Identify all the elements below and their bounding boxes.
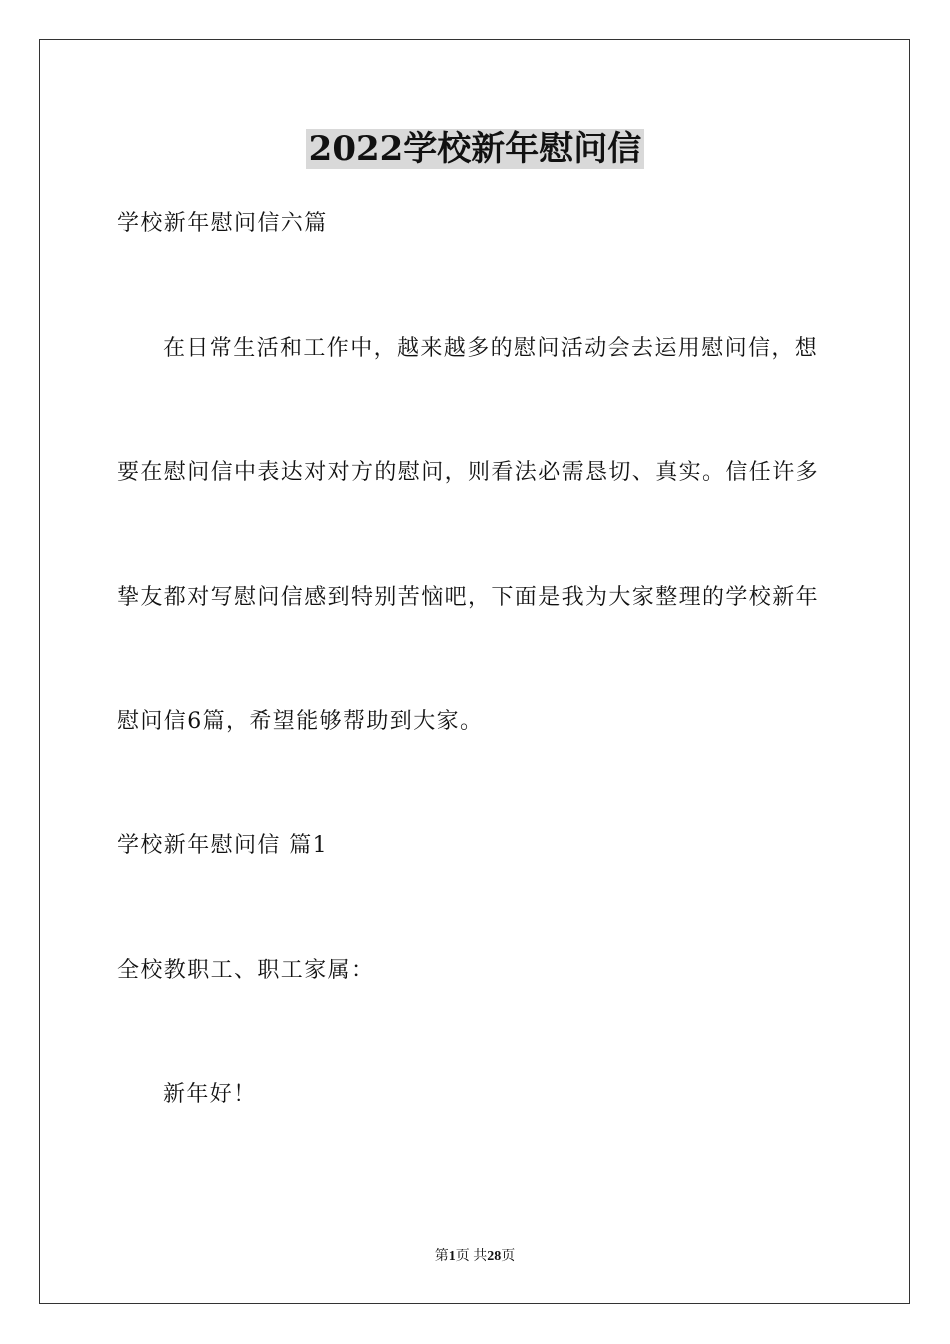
document-title <box>0 127 950 171</box>
footer-page-prefix: 第 <box>434 1249 449 1264</box>
document-title-text: 2022学校新年慰问信 <box>306 129 645 169</box>
page-footer <box>0 1248 950 1266</box>
footer-page-number: 1 <box>448 1249 456 1264</box>
intro-paragraph-line-2: 要在慰问信中表达对对方的慰问，则看法必需恳切、真实。信任许多 <box>117 460 820 485</box>
greeting: 新年好！ <box>163 1082 257 1107</box>
intro-paragraph-line-1: 在日常生活和工作中，越来越多的慰问活动会去运用慰问信，想 <box>163 336 819 361</box>
footer-page-mid: 页 共 <box>455 1249 488 1264</box>
salutation: 全校教职工、职工家属： <box>117 958 375 983</box>
document-subtitle: 学校新年慰问信六篇 <box>117 211 328 236</box>
footer-page-suffix: 页 <box>501 1249 516 1264</box>
intro-paragraph-line-4: 慰问信6篇，希望能够帮助到大家。 <box>117 709 484 734</box>
footer-total-pages: 28 <box>487 1249 502 1264</box>
intro-paragraph-line-3: 挚友都对写慰问信感到特别苦恼吧，下面是我为大家整理的学校新年 <box>117 585 820 610</box>
section-heading: 学校新年慰问信 篇1 <box>117 833 328 858</box>
